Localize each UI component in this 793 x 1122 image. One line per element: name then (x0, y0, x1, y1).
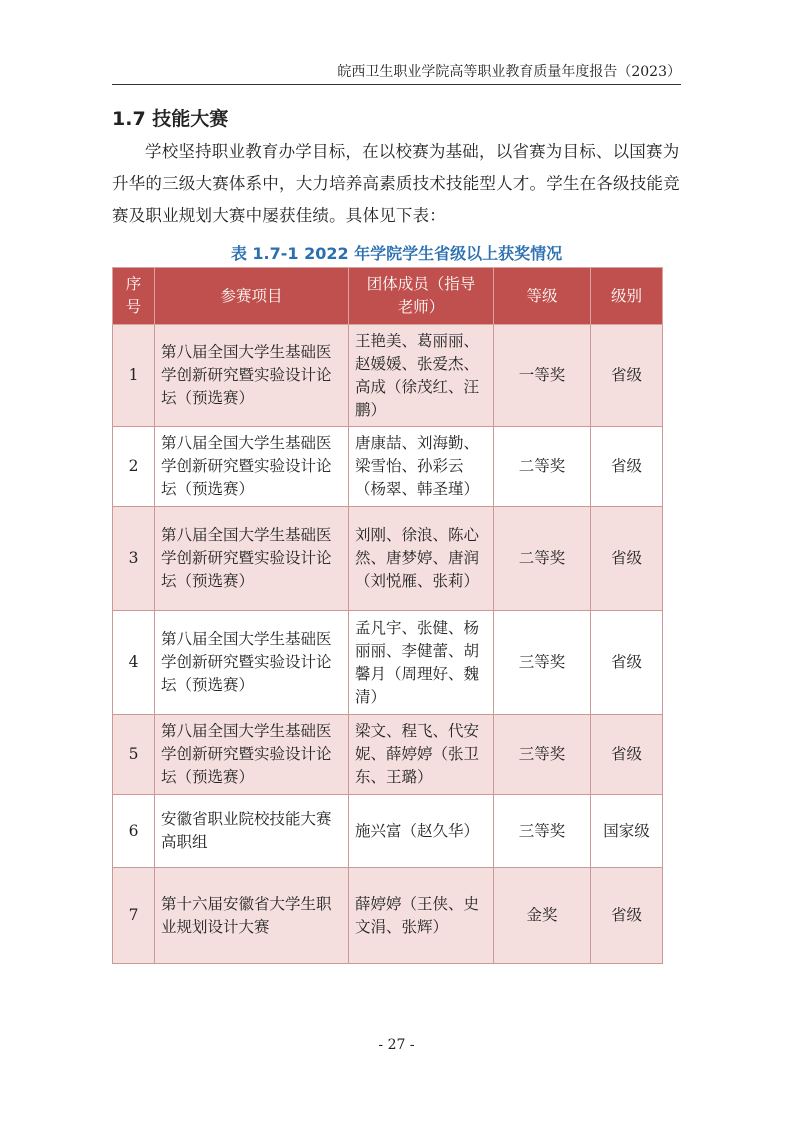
table-row (113, 715, 663, 795)
page-number: - 27 - (378, 1037, 415, 1053)
cell-index: 7 (113, 868, 155, 964)
cell-award: 三等奖 (494, 795, 591, 868)
cell-team: 施兴富（赵久华） (349, 795, 494, 868)
cell-index: 4 (113, 611, 155, 715)
page-header: 皖西卫生职业学院高等职业教育质量年度报告（2023） (112, 62, 681, 85)
cell-level: 省级 (591, 868, 663, 964)
cell-award: 一等奖 (494, 325, 591, 427)
cell-index: 3 (113, 507, 155, 611)
cell-project: 第十六届安徽省大学生职业规划设计大赛 (155, 868, 349, 964)
cell-team: 孟凡宇、张健、杨丽丽、李健蕾、胡馨月（周理好、魏清） (349, 611, 494, 715)
cell-index: 5 (113, 715, 155, 795)
table-row (113, 795, 663, 868)
cell-level: 省级 (591, 325, 663, 427)
table-row (113, 507, 663, 611)
section-paragraph: 学校坚持职业教育办学目标，在以校赛为基础，以省赛为目标、以国赛为升华的三级大赛体系中，大力培养高素质技术技能型人才。学生在各级技能竞赛及职业规划大赛中屡获佳绩。具体见下表： (112, 142, 680, 225)
header-project: 参赛项目 (155, 268, 349, 325)
cell-award: 金奖 (494, 868, 591, 964)
section-title: 1.7 技能大赛 (112, 108, 229, 130)
cell-team: 刘刚、徐浪、陈心然、唐梦婷、唐润（刘悦雁、张莉） (349, 507, 494, 611)
cell-team: 梁文、程飞、代安妮、薛婷婷（张卫东、王璐） (349, 715, 494, 795)
cell-index: 6 (113, 795, 155, 868)
header-level: 级别 (591, 268, 663, 325)
table-row (113, 325, 663, 427)
cell-team: 唐康喆、刘海勤、梁雪怡、孙彩云（杨翠、韩圣瑾） (349, 427, 494, 507)
cell-team: 王艳美、葛丽丽、赵媛媛、张爱杰、高成（徐茂红、汪鹏） (349, 325, 494, 427)
cell-index: 2 (113, 427, 155, 507)
cell-level: 省级 (591, 715, 663, 795)
cell-index: 1 (113, 325, 155, 427)
header-award: 等级 (494, 268, 591, 325)
cell-level: 国家级 (591, 795, 663, 868)
cell-project: 第八届全国大学生基础医学创新研究暨实验设计论坛（预选赛） (155, 325, 349, 427)
cell-team: 薛婷婷（王侠、史文涓、张辉） (349, 868, 494, 964)
header-team: 团体成员（指导老师） (349, 268, 494, 325)
table-header-row (113, 268, 663, 325)
cell-level: 省级 (591, 507, 663, 611)
cell-project: 第八届全国大学生基础医学创新研究暨实验设计论坛（预选赛） (155, 715, 349, 795)
cell-level: 省级 (591, 611, 663, 715)
table-row (113, 868, 663, 964)
table-row (113, 427, 663, 507)
table-row (113, 611, 663, 715)
cell-project: 第八届全国大学生基础医学创新研究暨实验设计论坛（预选赛） (155, 427, 349, 507)
cell-award: 三等奖 (494, 715, 591, 795)
awards-table (112, 267, 663, 964)
cell-level: 省级 (591, 427, 663, 507)
cell-project: 第八届全国大学生基础医学创新研究暨实验设计论坛（预选赛） (155, 507, 349, 611)
table-caption: 表 1.7-1 2022 年学院学生省级以上获奖情况 (230, 244, 563, 263)
cell-project: 第八届全国大学生基础医学创新研究暨实验设计论坛（预选赛） (155, 611, 349, 715)
cell-award: 二等奖 (494, 507, 591, 611)
header-index: 序号 (113, 268, 155, 325)
cell-project: 安徽省职业院校技能大赛高职组 (155, 795, 349, 868)
cell-award: 二等奖 (494, 427, 591, 507)
cell-award: 三等奖 (494, 611, 591, 715)
